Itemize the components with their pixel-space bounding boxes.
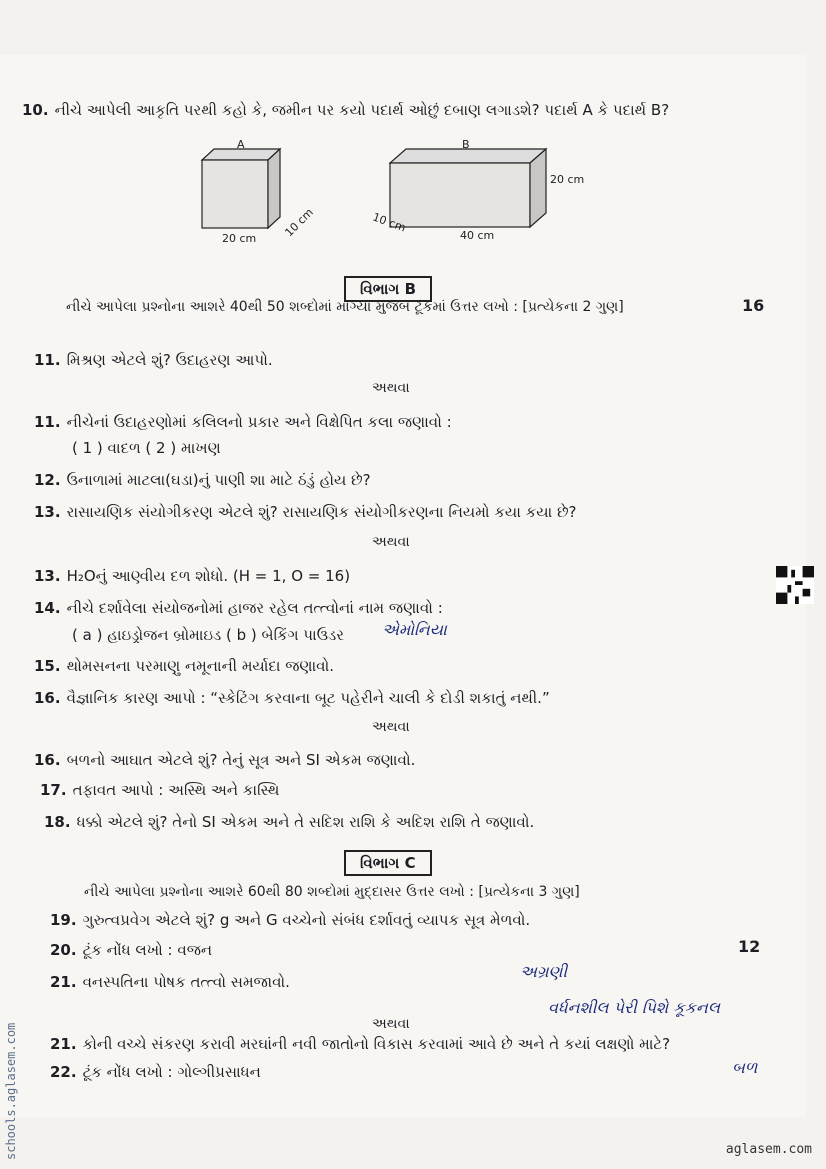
handwritten-answer-4: બળ	[732, 1058, 758, 1077]
fig-b-depth: 10 cm	[370, 210, 408, 235]
q11: 11. મિશ્રણ એટલે શું? ઉદાહરણ આપો.	[34, 351, 273, 369]
section-b-marks: 16	[742, 296, 765, 315]
footer-watermark: aglasem.com	[725, 1142, 812, 1157]
or-4: અથવા	[372, 1016, 410, 1032]
section-c-instruction: નીચે આપેલા પ્રશ્નોના આશરે 60થી 80 શબ્દોમાં મુદ્દાસર ઉત્તર લખો : [પ્રત્યેકના 3 ગુણ]	[84, 884, 580, 900]
or-1: અથવા	[372, 380, 410, 396]
q20: 20. ટૂંક નોંધ લખો : વજન	[50, 941, 213, 959]
q17: 17. તફાવત આપો : અસ્થિ અને કાસ્થિ	[40, 781, 280, 799]
q13: 13. રાસાયણિક સંયોગીકરણ એટલે શું? રાસાયણિક સંયોગીકરણના નિયમો કયા કયા છે?	[34, 503, 577, 521]
fig-a-depth: 10 cm	[282, 205, 316, 240]
fig-b-height: 20 cm	[550, 173, 585, 186]
handwritten-answer-2: અગ્રણી	[520, 962, 568, 981]
or-2: અથવા	[372, 534, 410, 550]
or-3: અથવા	[372, 719, 410, 735]
section-c-marks: 12	[738, 937, 761, 956]
q21: 21. વનસ્પતિના પોષક તત્ત્વો સમજાવો.	[50, 973, 290, 991]
section-c-title: વિભાગ C	[344, 850, 432, 876]
q22: 22. ટૂંક નોંધ લખો : ગોલ્ગીપ્રસાધન	[50, 1063, 261, 1081]
q21-alt: 21. કોની વચ્ચે સંકરણ કરાવી મરઘાંની નવી જાતોનો વિકાસ કરવામાં આવે છે અને તે કયાં લક્ષણો માટે?	[50, 1035, 671, 1053]
q14-sub: ( a ) હાઇડ્રોજન બ્રોમાઇડ ( b ) બેકિંગ પાઉડર	[72, 626, 345, 644]
q14: 14. નીચે દર્શાવેલા સંયોજનોમાં હાજર રહેલ તત્ત્વોનાં નામ જણાવો :	[34, 599, 443, 617]
q15: 15. થોમસનના પરમાણુ નમૂનાની મર્યાદા જણાવો.	[34, 657, 335, 675]
fig-label-b: B	[462, 138, 470, 151]
fig-b-length: 40 cm	[460, 229, 495, 242]
q18: 18. ધક્કો એટલે શું? તેનો SI એકમ અને તે સદિશ રાશિ કે અદિશ રાશિ તે જણાવો.	[44, 813, 535, 831]
q16-alt: 16. બળનો આઘાત એટલે શું? તેનું સૂત્ર અને SI એકમ જણાવો.	[34, 751, 416, 769]
q10: 10. નીચે આપેલી આકૃતિ પરથી કહો કે, જમીન પર કયો પદાર્થ ઓછું દબાણ લગાડશે? પદાર્થ A કે પદાર્થ B?	[22, 101, 670, 119]
fig-label-a: A	[237, 138, 245, 151]
q12: 12. ઉનાળામાં માટલા(ઘડા)નું પાણી શા માટે ઠંડું હોય છે?	[34, 471, 371, 489]
fig-a-width: 20 cm	[222, 232, 257, 245]
side-watermark: schools.aglasem.com	[4, 1022, 18, 1160]
q16: 16. વૈજ્ઞાનિક કારણ આપો : “સ્કેટિંગ કરવાના બૂટ પહેરીને ચાલી કે દોડી શકાતું નથી.”	[34, 689, 550, 707]
handwritten-answer-3: વર્ધનશીલ પેરી પિશે કૂકનલ	[548, 998, 720, 1017]
qr-code-icon	[776, 566, 814, 604]
handwritten-answer-1: એમોનિયા	[382, 620, 447, 639]
q11-alt-sub: ( 1 ) વાદળ ( 2 ) માખણ	[72, 439, 221, 457]
section-b-title: વિભાગ B	[344, 276, 432, 302]
q19: 19. ગુરુત્વપ્રવેગ એટલે શું? g અને G વચ્ચેનો સંબંધ દર્શાવતું વ્યાપક સૂત્ર મેળવો.	[50, 911, 531, 929]
q11-alt: 11. નીચેનાં ઉદાહરણોમાં કલિલનો પ્રકાર અને વિક્ષેપિત કલા જણાવો :	[34, 413, 452, 431]
section-b-instruction: નીચે આપેલા પ્રશ્નોના આશરે 40થી 50 શબ્દોમાં માગ્યા મુજબ ટૂંકમાં ઉત્તર લખો : [પ્રત્યેકના 2 ગુણ]	[66, 299, 624, 315]
q13-alt: 13. H₂Oનું આણ્વીય દળ શોધો. (H = 1, O = 16)	[34, 567, 351, 585]
